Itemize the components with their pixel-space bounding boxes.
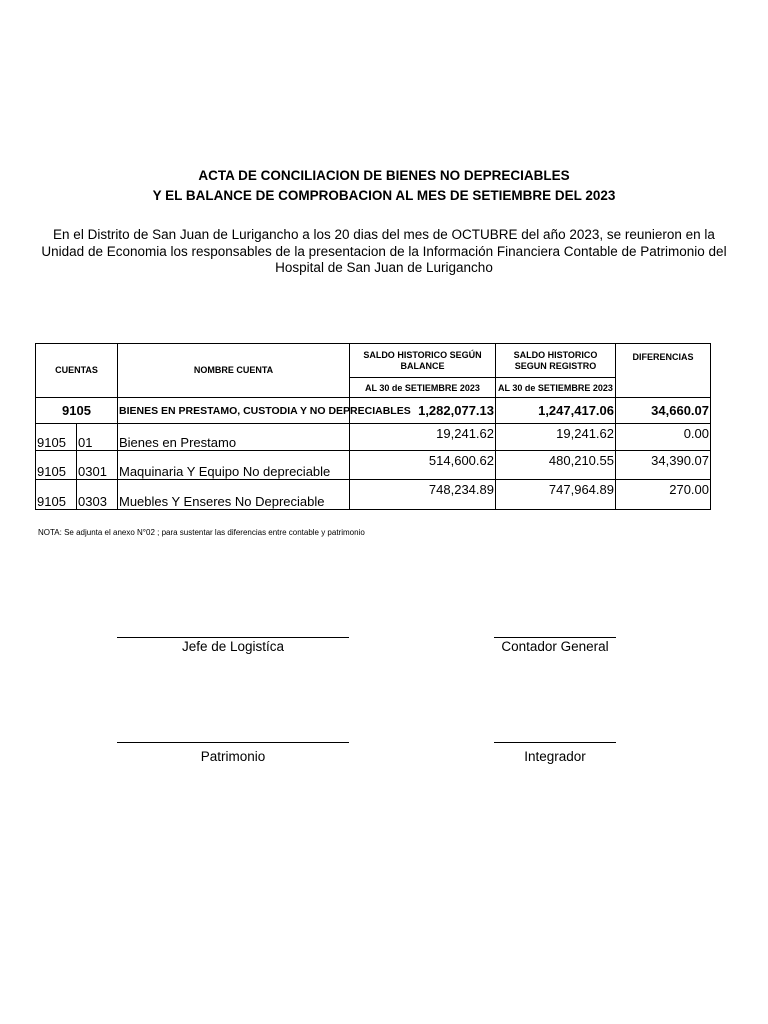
signature-label-patrimonio: Patrimonio [200, 749, 266, 764]
row-diferencia: 270.00 [616, 480, 711, 510]
header-date-registro: AL 30 de SETIEMBRE 2023 [496, 378, 616, 398]
row-subcode: 0303 [77, 480, 118, 510]
table-row [36, 451, 711, 480]
header-saldo-registro: SALDO HISTORICO SEGUN REGISTRO [496, 344, 616, 378]
row-diferencia: 34,390.07 [616, 451, 711, 480]
header-diferencias: DIFERENCIAS [616, 344, 711, 398]
header-cuentas: CUENTAS [36, 344, 118, 398]
summary-balance: 1,282,077.13 [350, 398, 496, 424]
summary-registro: 1,247,417.06 [496, 398, 616, 424]
header-nombre-cuenta: NOMBRE CUENTA [118, 344, 350, 398]
summary-name: BIENES EN PRESTAMO, CUSTODIA Y NO DEPRECIABLES [118, 398, 350, 424]
intro-paragraph: En el Distrito de San Juan de Lurigancho a los 20 dias del mes de OCTUBRE del año 2023, se reunieron en la Unidad de Economia los responsables de la presentacion de la Información Financiera Contable de Patrimonio del Hospital de San Juan de Lurigancho [41, 227, 727, 275]
row-code: 9105 [36, 480, 77, 510]
row-diferencia: 0.00 [616, 424, 711, 451]
signature-label-jefe-logistica: Jefe de Logistíca [181, 639, 285, 654]
row-code: 9105 [36, 451, 77, 480]
signature-line-integrador [494, 742, 616, 743]
signature-label-integrador: Integrador [524, 749, 586, 764]
row-registro: 480,210.55 [496, 451, 616, 480]
row-balance: 748,234.89 [350, 480, 496, 510]
row-subcode: 0301 [77, 451, 118, 480]
table-row [36, 480, 711, 510]
reconciliation-table [35, 343, 711, 510]
table-note: NOTA: Se adjunta el anexo N°02 ; para sustentar las diferencias entre contable y patrimonio [38, 528, 365, 537]
row-name: Muebles Y Enseres No Depreciable [118, 480, 350, 510]
summary-diferencia: 34,660.07 [616, 398, 711, 424]
row-balance: 514,600.62 [350, 451, 496, 480]
document-title-line-1: ACTA DE CONCILIACION DE BIENES NO DEPRECIABLES [198, 168, 570, 183]
signature-label-contador-general: Contador General [501, 639, 609, 654]
signature-line-contador-general [494, 637, 616, 638]
header-saldo-balance: SALDO HISTORICO SEGÚN BALANCE [350, 344, 496, 378]
row-code: 9105 [36, 424, 77, 451]
table-header-row [36, 344, 711, 378]
summary-row [36, 398, 711, 424]
header-date-balance: AL 30 de SETIEMBRE 2023 [350, 378, 496, 398]
row-registro: 19,241.62 [496, 424, 616, 451]
table-row [36, 424, 711, 451]
row-balance: 19,241.62 [350, 424, 496, 451]
row-subcode: 01 [77, 424, 118, 451]
signature-line-jefe-logistica [117, 637, 349, 638]
row-name: Bienes en Prestamo [118, 424, 350, 451]
document-title-line-2: Y EL BALANCE DE COMPROBACION AL MES DE SETIEMBRE DEL 2023 [152, 188, 616, 203]
row-name: Maquinaria Y Equipo No depreciable [118, 451, 350, 480]
signature-line-patrimonio [117, 742, 349, 743]
summary-code: 9105 [36, 398, 118, 424]
row-registro: 747,964.89 [496, 480, 616, 510]
